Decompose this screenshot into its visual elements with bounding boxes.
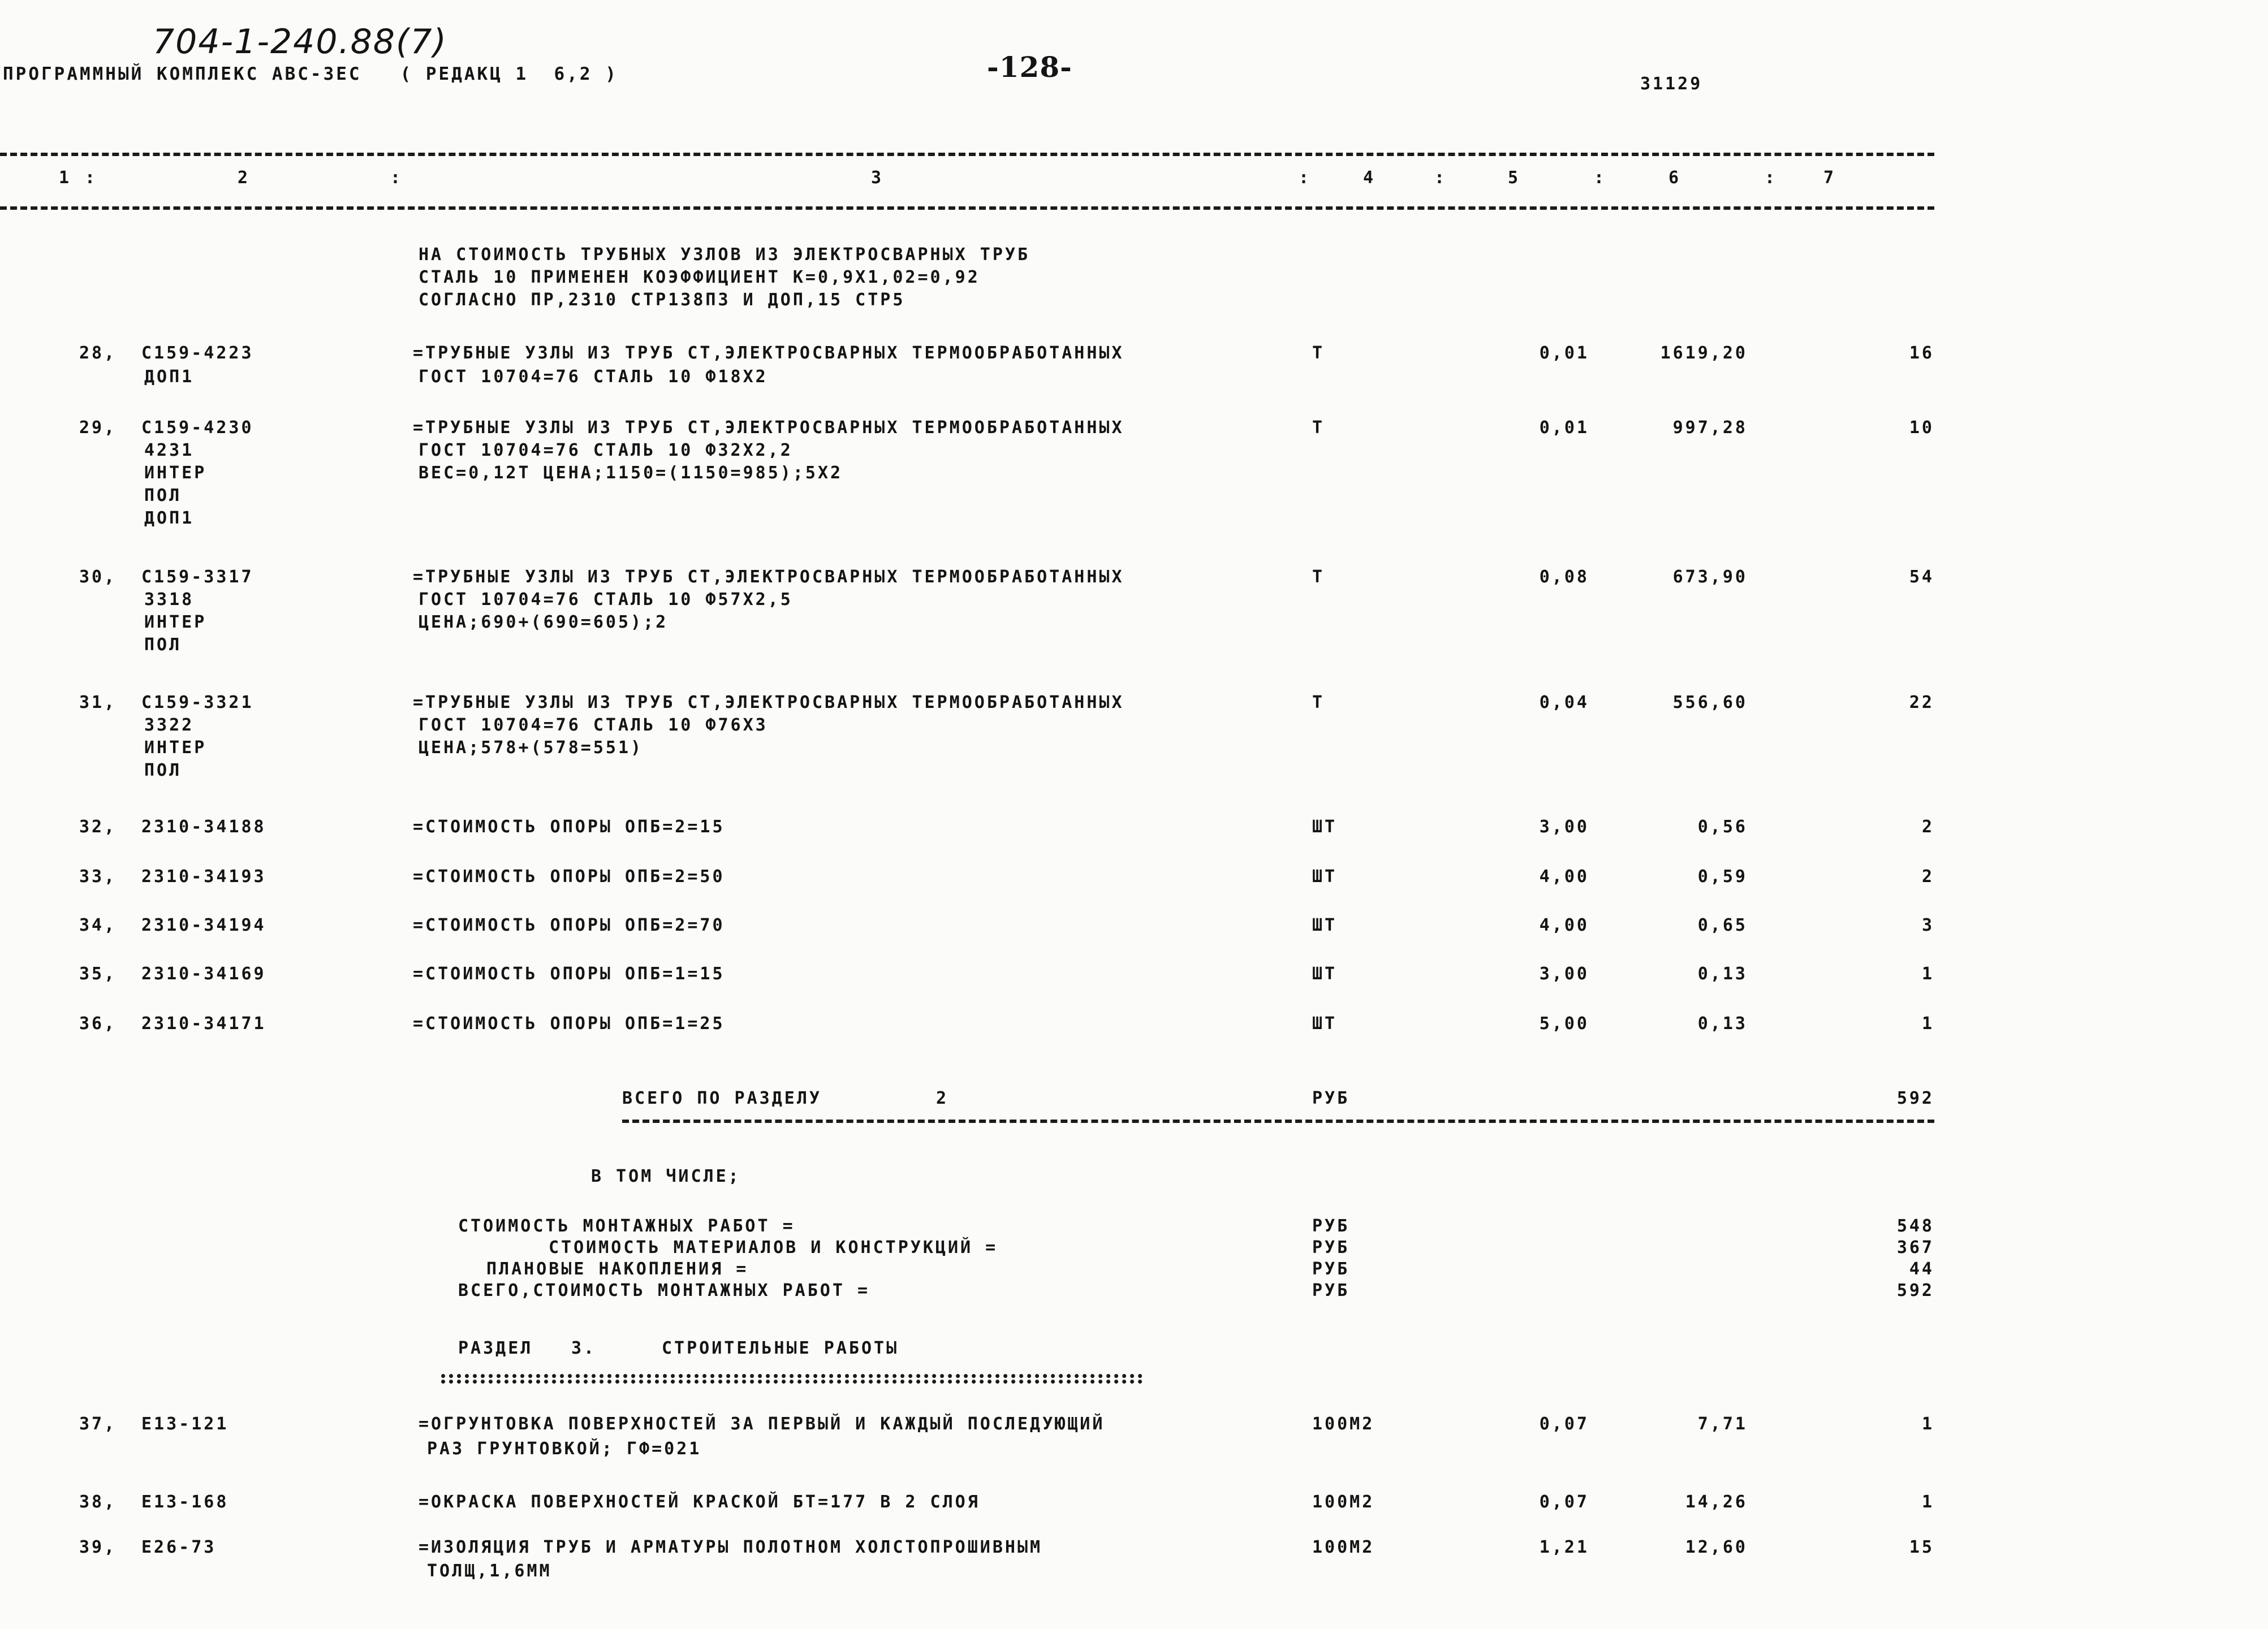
row-unit: Т [1312, 693, 1325, 712]
row-code: ДОП1 [144, 508, 195, 528]
row-unit: Т [1312, 567, 1325, 587]
row-qty: 4,00 [1539, 867, 1589, 887]
row-total: 1 [1921, 964, 1934, 984]
row-code: Е13-121 [141, 1414, 229, 1434]
row-total: 3 [1921, 915, 1934, 935]
row-desc: =СТОИМОСТЬ ОПОРЫ ОПБ=1=15 [413, 964, 725, 984]
row-code: Е13-168 [141, 1492, 229, 1512]
row-number: 33, [79, 867, 117, 887]
row-price: 0,65 [1697, 915, 1748, 935]
row-number: 35, [79, 964, 117, 984]
row-total: 2 [1921, 817, 1934, 837]
row-number: 31, [79, 693, 117, 712]
row-total: 10 [1909, 418, 1934, 438]
row-number: 36, [79, 1014, 117, 1034]
row-total: 1 [1921, 1492, 1934, 1512]
col-5: 5 [1508, 168, 1521, 188]
row-unit: 100М2 [1312, 1492, 1375, 1512]
row-number: 39, [79, 1537, 117, 1557]
row-code: С159-3321 [141, 693, 254, 712]
row-unit: ШТ [1312, 1014, 1338, 1034]
row-total: 16 [1909, 343, 1934, 363]
row-code: 3322 [144, 715, 195, 735]
row-code: ПОЛ [144, 486, 182, 505]
section-total-number: 2 [936, 1088, 949, 1108]
row-number: 29, [79, 418, 117, 438]
row-desc: ГОСТ 10704=76 СТАЛЬ 10 Ф57Х2,5 [419, 590, 793, 610]
row-price: 673,90 [1672, 567, 1748, 587]
row-desc: =ТРУБНЫЕ УЗЛЫ ИЗ ТРУБ СТ,ЭЛЕКТРОСВАРНЫХ ТЕРМООБРАБОТАННЫХ [413, 567, 1124, 587]
row-qty: 1,21 [1539, 1537, 1589, 1557]
row-desc: ГОСТ 10704=76 СТАЛЬ 10 Ф32Х2,2 [419, 440, 793, 460]
row-desc: =СТОИМОСТЬ ОПОРЫ ОПБ=1=25 [413, 1014, 725, 1034]
row-qty: 4,00 [1539, 915, 1589, 935]
col-4: 4 [1363, 168, 1376, 188]
row-price: 0,56 [1697, 817, 1748, 837]
row-qty: 0,01 [1539, 343, 1589, 363]
row-price: 1619,20 [1660, 343, 1748, 363]
row-code: 2310-34171 [141, 1014, 266, 1034]
col-1: 1 [59, 168, 72, 188]
row-desc: =СТОИМОСТЬ ОПОРЫ ОПБ=2=15 [413, 817, 725, 837]
col-6: 6 [1668, 168, 1681, 188]
page-number: -128- [987, 50, 1072, 84]
row-number: 28, [79, 343, 117, 363]
row-code: ПОЛ [144, 635, 182, 655]
row-unit: ШТ [1312, 817, 1338, 837]
row-total: 54 [1909, 567, 1934, 587]
row-qty: 3,00 [1539, 817, 1589, 837]
row-desc: =ИЗОЛЯЦИЯ ТРУБ И АРМАТУРЫ ПОЛОТНОМ ХОЛСТОПРОШИВНЫМ [419, 1537, 1043, 1557]
section-total-unit: РУБ [1312, 1088, 1350, 1108]
row-code: ПОЛ [144, 761, 182, 780]
row-qty: 0,08 [1539, 567, 1589, 587]
row-code: ИНТЕР [144, 463, 207, 483]
row-desc: ГОСТ 10704=76 СТАЛЬ 10 Ф76Х3 [419, 715, 768, 735]
row-total: 1 [1921, 1414, 1934, 1434]
handwritten-doc-code: 704-1-240.88(7) [153, 22, 447, 62]
row-desc: ЦЕНА;690+(690=605);2 [419, 612, 669, 632]
row-code: 2310-34169 [141, 964, 266, 984]
row-number: 30, [79, 567, 117, 587]
row-price: 14,26 [1685, 1492, 1748, 1512]
program-line: ПРОГРАММНЫЙ КОМПЛЕКС АВС-3ЕС ( РЕДАКЦ 1 6,2 ) [3, 64, 618, 84]
row-unit: Т [1312, 418, 1325, 438]
row-total: 1 [1921, 1014, 1934, 1034]
row-total: 15 [1909, 1537, 1934, 1557]
row-price: 0,59 [1697, 867, 1748, 887]
section-total-label: ВСЕГО ПО РАЗДЕЛУ [622, 1088, 822, 1108]
row-desc: ГОСТ 10704=76 СТАЛЬ 10 Ф18Х2 [419, 367, 768, 387]
row-number: 32, [79, 817, 117, 837]
row-desc: =ОКРАСКА ПОВЕРХНОСТЕЙ КРАСКОЙ БТ=177 В 2 СЛОЯ [419, 1492, 980, 1512]
row-price: 0,13 [1697, 1014, 1748, 1034]
row-total: 2 [1921, 867, 1934, 887]
row-desc: ВЕС=0,12Т ЦЕНА;1150=(1150=985);5Х2 [419, 463, 843, 483]
col-3: 3 [871, 168, 884, 188]
row-code: 4231 [144, 440, 195, 460]
row-desc: ЦЕНА;578+(578=551) [419, 738, 644, 758]
row-desc: ТОЛЩ,1,6ММ [427, 1561, 552, 1581]
row-qty: 0,04 [1539, 693, 1589, 712]
row-unit: 100М2 [1312, 1537, 1375, 1557]
row-number: 34, [79, 915, 117, 935]
breakdown-title: В ТОМ ЧИСЛЕ; [591, 1166, 741, 1186]
col-7: 7 [1823, 168, 1836, 188]
row-unit: ШТ [1312, 867, 1338, 887]
top-rule [0, 153, 1934, 156]
row-unit: ШТ [1312, 915, 1338, 935]
row-code: ИНТЕР [144, 738, 207, 758]
row-unit: Т [1312, 343, 1325, 363]
row-qty: 3,00 [1539, 964, 1589, 984]
row-desc: РАЗ ГРУНТОВКОЙ; ГФ=021 [427, 1439, 702, 1459]
row-code: 3318 [144, 590, 195, 610]
section-3-underline [441, 1374, 1142, 1378]
row-price: 0,13 [1697, 964, 1748, 984]
row-desc: =ТРУБНЫЕ УЗЛЫ ИЗ ТРУБ СТ,ЭЛЕКТРОСВАРНЫХ ТЕРМООБРАБОТАННЫХ [413, 418, 1124, 438]
section-total-value: 592 [1896, 1088, 1934, 1108]
row-unit: ШТ [1312, 964, 1338, 984]
row-qty: 5,00 [1539, 1014, 1589, 1034]
row-code: 2310-34188 [141, 817, 266, 837]
row-desc: =ТРУБНЫЕ УЗЛЫ ИЗ ТРУБ СТ,ЭЛЕКТРОСВАРНЫХ ТЕРМООБРАБОТАННЫХ [413, 693, 1124, 712]
row-qty: 0,07 [1539, 1414, 1589, 1434]
row-total: 22 [1909, 693, 1934, 712]
row-desc: =СТОИМОСТЬ ОПОРЫ ОПБ=2=50 [413, 867, 725, 887]
row-code: 2310-34194 [141, 915, 266, 935]
row-price: 997,28 [1672, 418, 1748, 438]
row-code: С159-3317 [141, 567, 254, 587]
row-desc: =СТОИМОСТЬ ОПОРЫ ОПБ=2=70 [413, 915, 725, 935]
header-rule [0, 206, 1934, 210]
row-price: 12,60 [1685, 1537, 1748, 1557]
row-code: ИНТЕР [144, 612, 207, 632]
row-desc: =ОГРУНТОВКА ПОВЕРХНОСТЕЙ ЗА ПЕРВЫЙ И КАЖДЫЙ ПОСЛЕДУЮЩИЙ [419, 1414, 1105, 1434]
row-number: 37, [79, 1414, 117, 1434]
row-price: 7,71 [1697, 1414, 1748, 1434]
row-number: 38, [79, 1492, 117, 1512]
row-unit: 100М2 [1312, 1414, 1375, 1434]
row-code: Е26-73 [141, 1537, 217, 1557]
doc-code: 31129 [1640, 74, 1703, 94]
row-code: С159-4230 [141, 418, 254, 438]
row-price: 556,60 [1672, 693, 1748, 712]
col-2: 2 [238, 168, 251, 188]
row-desc: =ТРУБНЫЕ УЗЛЫ ИЗ ТРУБ СТ,ЭЛЕКТРОСВАРНЫХ ТЕРМООБРАБОТАННЫХ [413, 343, 1124, 363]
row-qty: 0,07 [1539, 1492, 1589, 1512]
row-code: С159-4223 [141, 343, 254, 363]
row-code: 2310-34193 [141, 867, 266, 887]
section-total-rule [622, 1120, 1934, 1123]
row-qty: 0,01 [1539, 418, 1589, 438]
row-code: ДОП1 [144, 367, 195, 387]
